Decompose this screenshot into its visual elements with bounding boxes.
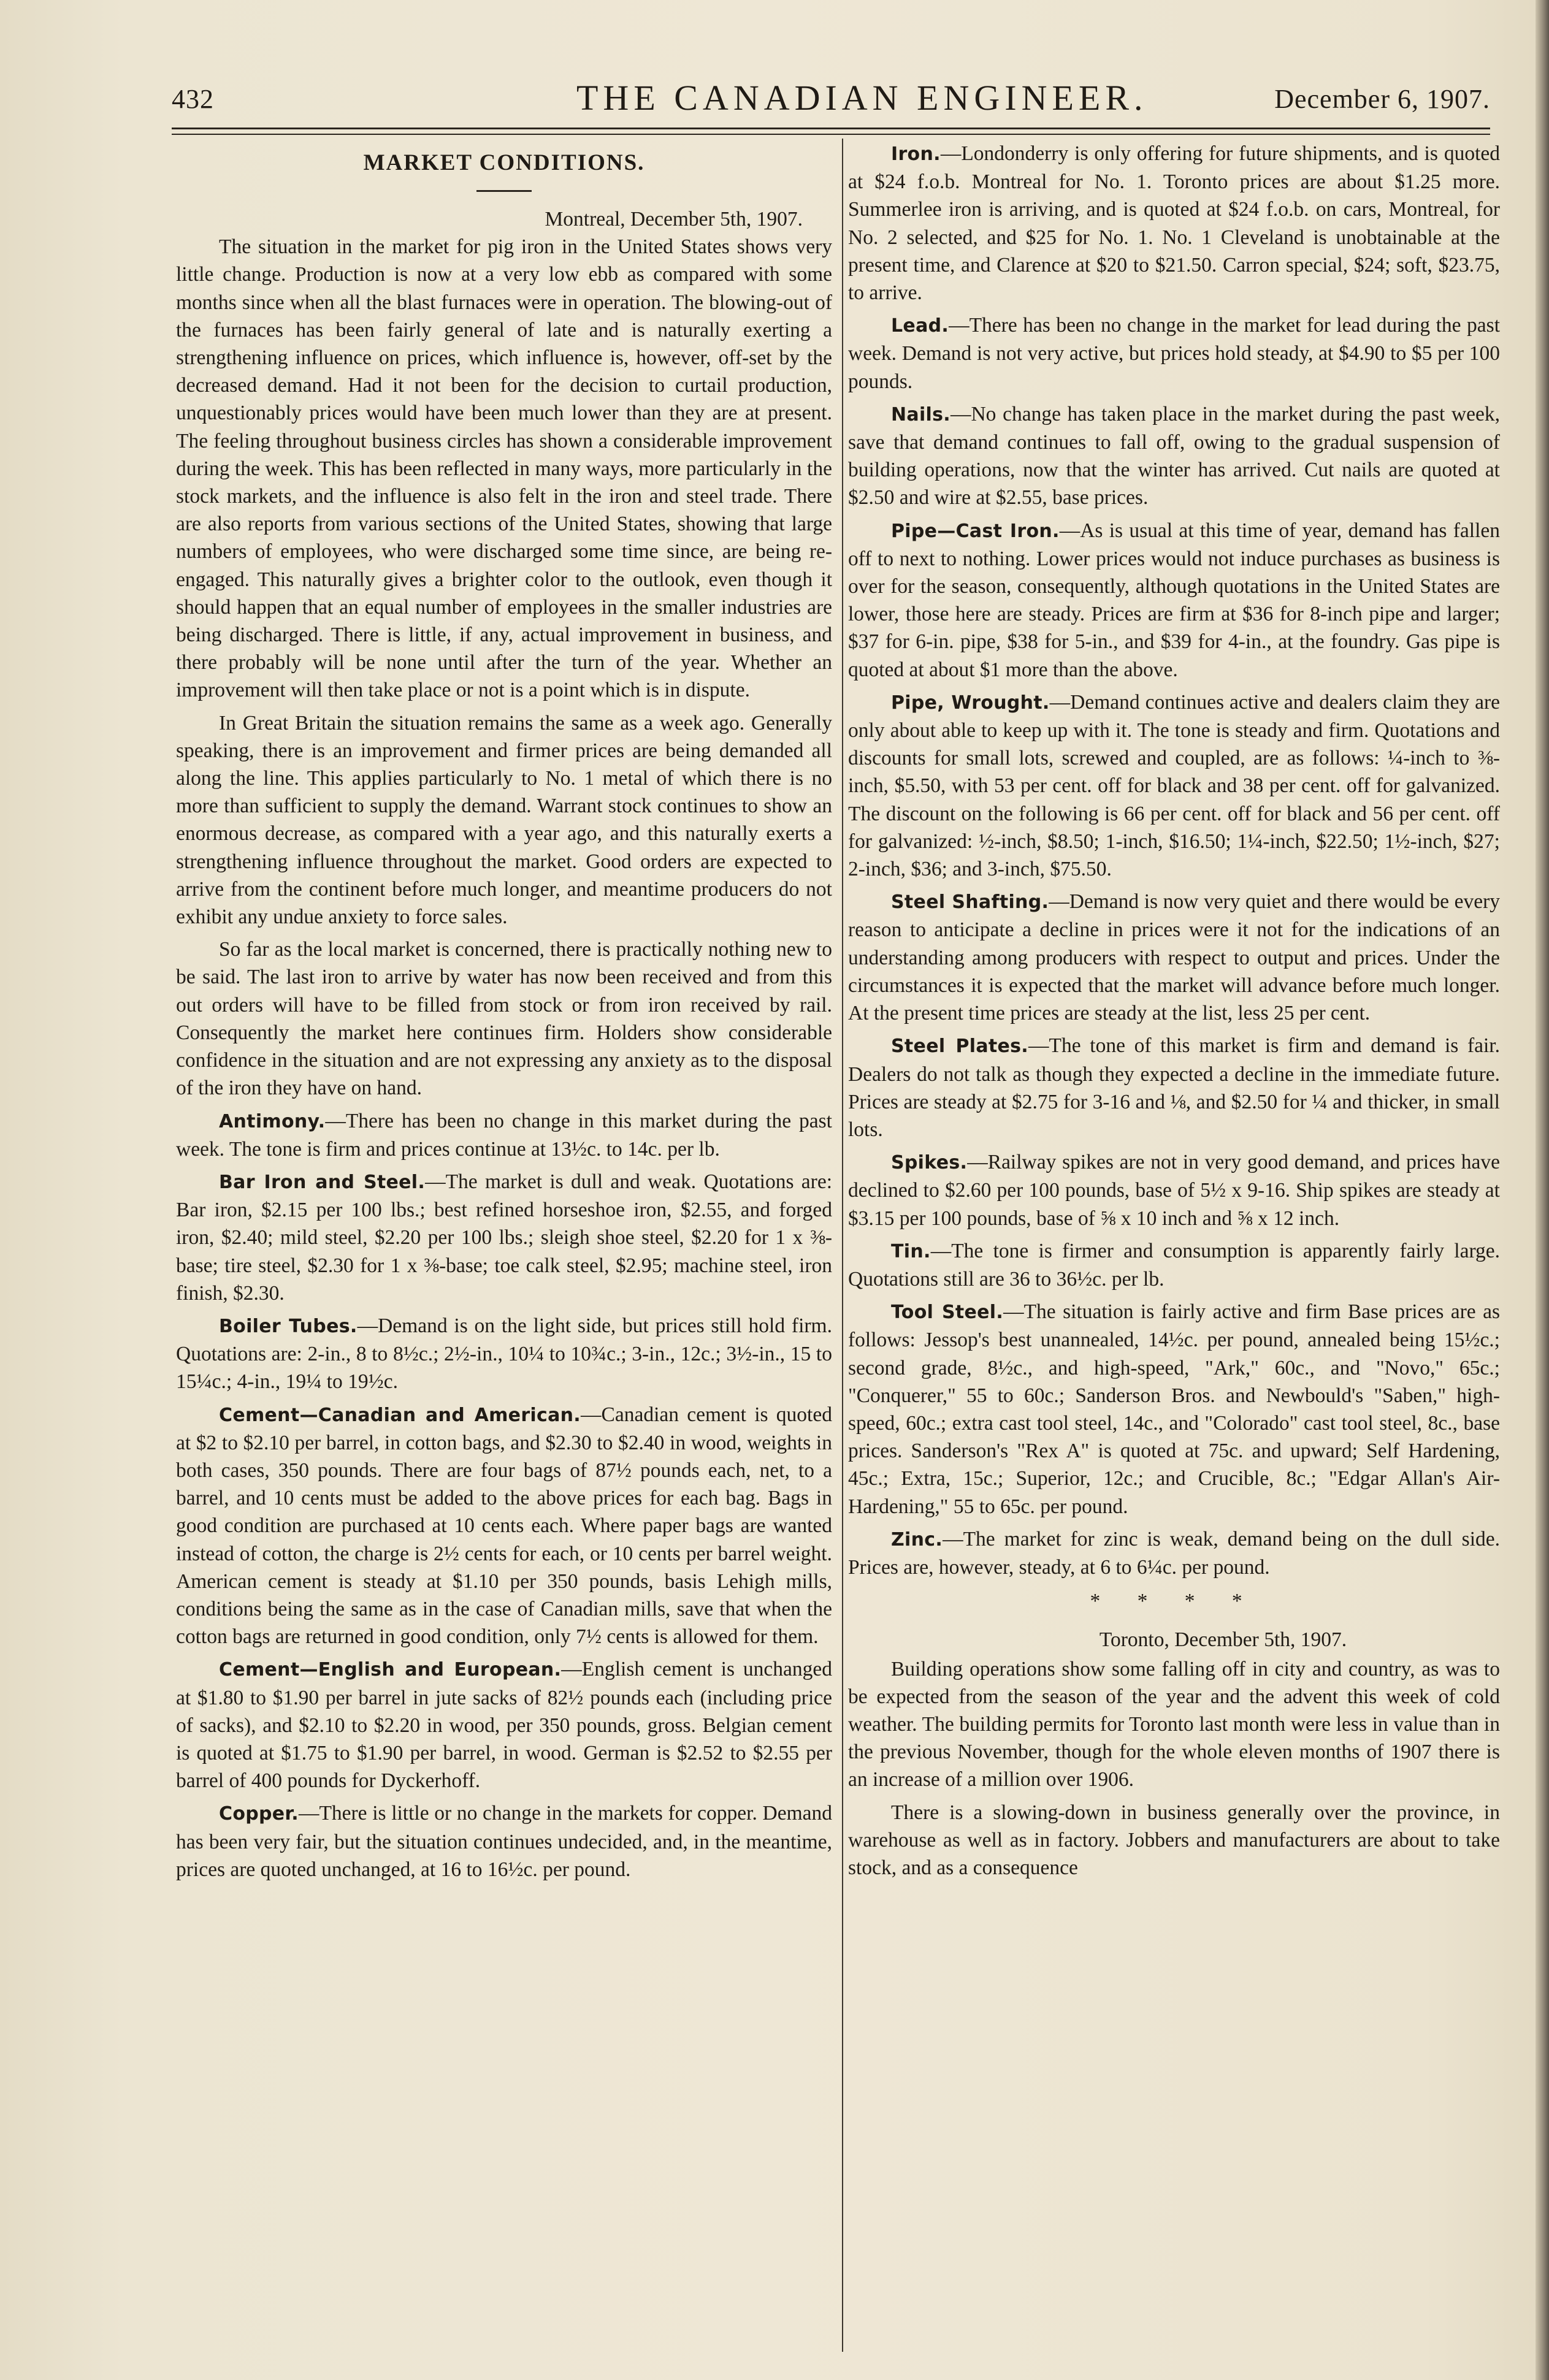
- article-title: MARKET CONDITIONS.: [363, 150, 645, 175]
- text-steel-plates: —The tone of this market is firm and demand is fair. Dealers do not talk as though they expected a decline in the immediate future. Prices are steady at $2.75 for 3-16 and ⅛, and $2.50 for ¼ and thicker, in small lots.: [848, 1034, 1500, 1141]
- section-cement-english: [176, 1655, 832, 1795]
- heading-nails: Nails.: [891, 403, 950, 425]
- section-tin: [848, 1237, 1500, 1293]
- heading-steel-shafting: Steel Shafting.: [891, 891, 1049, 913]
- heading-iron: Iron.: [891, 143, 941, 165]
- heading-copper: Copper.: [219, 1803, 299, 1825]
- text-nails: —No change has taken place in the market during the past week, save that demand continues to fall off, owing to the gradual suspension of building operations, now that the winter has arrived. Cut nails are quoted at $2.50 and wire at $2.55, base prices.: [848, 402, 1500, 509]
- heading-pipe-cast-iron: Pipe—Cast Iron.: [891, 520, 1060, 542]
- text-tin: —The tone is firmer and consumption is apparently fairly large. Quotations still are 36 to 36½c. per lb.: [848, 1239, 1500, 1291]
- page-header: [172, 72, 1490, 121]
- section-lead: [848, 311, 1500, 395]
- paragraph-great-britain: In Great Britain the situation remains the same as a week ago. Generally speaking, there is an improvement and firmer prices are being demanded all along the line. This applies particularly to No. 1 metal of which there is no more than sufficient to supply the demand. Warrant stock continues to show an enormous decrease, as compared with a year ago, and this naturally exerts a strengthening influence throughout the market. Good orders are expected to arrive from the continent before much longer, and meantime producers do not exhibit any undue anxiety to force sales.: [176, 711, 832, 929]
- text-bar-iron: —The market is dull and weak. Quotations are: Bar iron, $2.15 per 100 lbs.; best refined horseshoe iron, $2.55, and forged iron, $2.40; mild steel, $2.20 per 100 lbs.; sleigh shoe steel, $2.20 for 1 x ⅜-base; tire steel, $2.30 for 1 x ⅜-base; toe calk steel, $2.95; machine steel, iron finish, $2.30.: [176, 1170, 832, 1305]
- header-rule: [172, 128, 1490, 129]
- section-spikes: [848, 1148, 1500, 1232]
- heading-antimony: Antimony.: [219, 1110, 326, 1132]
- paragraph-us-pig-iron: The situation in the market for pig iron in the United States shows very little change. Production is now at a very low ebb as compared with some months since when all the blast furnaces were in operation. The blowing-out of the furnaces has been fairly general of late and is naturally exerting a strengthening influence on prices, which influence is, however, off-set by the decreased demand. Had it not been for the decision to curtail production, unquestionably prices would have been much lower than they are at present. The feeling throughout business circles has shown a considerable improvement during the week. This has been reflected in many ways, more particularly in the stock markets, and the influence is also felt in the iron and steel trade. There are also reports from various sections of the United States, showing that large numbers of employees, who were discharged some time since, are being re-engaged. This naturally gives a brighter color to the outlook, even though it should happen that an equal number of employees in the smaller industries are being discharged. There is little, if any, actual improvement in business, and there probably will be none until after the turn of the year. Whether an improvement will then take place or not is a point which is in dispute.: [176, 235, 832, 702]
- dateline-montreal: Montreal, December 5th, 1907.: [545, 208, 803, 231]
- journal-title: THE CANADIAN ENGINEER.: [576, 78, 1148, 118]
- text-tool-steel: —The situation is fairly active and firm Base prices are as follows: Jessop's best unannealed, 14½c. per pound, annealed being 15½c.; second grade, 8½c., and high-speed, "Ark," 60c., and "Novo," 65c.; "Conquerer," 55 to 60c.; Sanderson Bros. and Newbould's "Saben," high-speed, 60c.; extra cast tool steel, 14c., and "Colorado" cast tool steel, 8c., base prices. Sanderson's "Rex A" is quoted at 75c. and upward; Self Hardening, 45c.; Extra, 15c.; Superior, 12c.; and Crucible, 8c.; "Edgar Allan's Air-Hardening," 55 to 65c. per pound.: [848, 1300, 1500, 1518]
- issue-date: December 6, 1907.: [1274, 84, 1490, 114]
- section-copper: [176, 1799, 832, 1883]
- section-separator: * * * *: [1090, 1590, 1258, 1613]
- text-cement-canadian: —Canadian cement is quoted at $2 to $2.10 per barrel, in cotton bags, and $2.30 to $2.40 in wood, weights in both cases, 350 pounds. There are four bags of 87½ pounds each, net, to a barrel, and 10 cents must be added to the above prices for each bag. Bags in good condition are purchased at 10 cents each. Where paper bags are wanted instead of cotton, the charge is 2½ cents for each, or 10 cents per barrel weight. American cement is steady at $1.10 per 350 pounds, basis Lehigh mills, conditions being the same as in the case of Canadian mills, save that when the cotton bags are returned in good condition, only 7½ cents is allowed for them.: [176, 1403, 832, 1649]
- paragraph-toronto-business: There is a slowing-down in business generally over the province, in warehouse as well as in factory. Jobbers and manufacturers are about to take stock, and as a consequence: [848, 1801, 1500, 1879]
- section-iron: [848, 140, 1500, 307]
- heading-tool-steel: Tool Steel.: [891, 1302, 1004, 1324]
- text-zinc: —The market for zinc is weak, demand being on the dull side. Prices are, however, steady, at 6 to 6¼c. per pound.: [848, 1527, 1500, 1579]
- section-pipe-wrought: [848, 688, 1500, 883]
- text-pipe-cast-iron: —As is usual at this time of year, demand has fallen off to next to nothing. Lower prices would not induce purchases as business is over for the season, consequently, although quotations in the United States are lower, those here are steady. Prices are firm at $36 for 8-inch pipe and larger; $37 for 6-in. pipe, $38 for 5-in., and $39 for 4-in., at the foundry. Gas pipe is quoted at about $1 more than the above.: [848, 519, 1500, 681]
- text-steel-shafting: —Demand is now very quiet and there would be every reason to anticipate a decline in prices were it not for the indications of an understanding among producers with respect to output and prices. Under the circumstances it is expected that the market will advance before much longer. At the present time prices are steady at the list, less 25 per cent.: [848, 890, 1500, 1025]
- page-number: 432: [172, 84, 214, 114]
- heading-lead: Lead.: [891, 315, 949, 337]
- section-zinc: [848, 1525, 1500, 1581]
- page-edge-shadow: [1536, 0, 1549, 2380]
- text-cement-english: —English cement is unchanged at $1.80 to $1.90 per barrel in jute sacks of 82½ pounds each (including price of sacks), and $2.10 to $2.20 in wood, per 350 pounds, gross. Belgian cement is quoted at $1.75 to $1.90 per barrel, in wood. German is $2.52 to $2.55 per barrel of 400 pounds for Dyckerhoff.: [176, 1658, 832, 1793]
- section-bar-iron: [176, 1168, 832, 1307]
- paragraph-local-market: So far as the local market is concerned, there is practically nothing new to be said. The last iron to arrive by water has now been received and from this out orders will have to be filled from stock or from iron received by rail. Consequently the market here continues firm. Holders show considerable confidence in the situation and are not expressing any anxiety as to the disposal of the iron they have on hand.: [176, 938, 832, 1100]
- text-spikes: —Railway spikes are not in very good demand, and prices have declined to $2.60 per 100 pounds, base of 5½ x 9-16. Ship spikes are steady at $3.15 per 100 pounds, base of ⅝ x 10 inch and ⅝ x 12 inch.: [848, 1151, 1500, 1230]
- section-antimony: [176, 1107, 832, 1163]
- section-steel-plates: [848, 1032, 1500, 1143]
- heading-steel-plates: Steel Plates.: [891, 1036, 1029, 1058]
- column-divider: [842, 139, 843, 2352]
- heading-tin: Tin.: [891, 1240, 931, 1262]
- left-column: [176, 140, 832, 1888]
- text-boiler-tubes: —Demand is on the light side, but prices still hold firm. Quotations are: 2-in., 8 to 8½c.; 2½-in., 10¼ to 10¾c.; 3-in., 12c.; 3½-in., 15 to 15¼c.; 4-in., 19¼ to 19½c.: [176, 1314, 832, 1394]
- title-rule: [476, 190, 532, 192]
- section-pipe-cast-iron: [848, 517, 1500, 684]
- section-boiler-tubes: [176, 1312, 832, 1396]
- heading-zinc: Zinc.: [891, 1528, 943, 1550]
- heading-boiler-tubes: Boiler Tubes.: [219, 1315, 358, 1337]
- text-lead: —There has been no change in the market for lead during the past week. Demand is not very active, but prices hold steady, at $4.90 to $5 per 100 pounds.: [848, 314, 1500, 393]
- dateline-toronto: Toronto, December 5th, 1907.: [1099, 1628, 1347, 1652]
- section-steel-shafting: [848, 888, 1500, 1027]
- heading-pipe-wrought: Pipe, Wrought.: [891, 692, 1050, 714]
- paragraph-toronto-building: Building operations show some falling off in city and country, as was to be expected from the season of the year and the advent this week of cold weather. The building permits for Toronto last month were less in value than in the previous November, though for the whole eleven months of 1907 there is an increase of a million over 1906.: [848, 1657, 1500, 1791]
- section-cement-canadian: [176, 1401, 832, 1651]
- section-tool-steel: [848, 1298, 1500, 1520]
- text-iron: —Londonderry is only offering for future shipments, and is quoted at $24 f.o.b. Montreal for No. 1. Toronto prices are about $1.25 more. Summerlee iron is arriving, and is quoted at $24 f.o.b. on cars, Montreal, for No. 2 selected, and $25 for No. 1. No. 1 Cleveland is unobtainable at the present time, and Clarence at $20 to $21.50. Carron special, $24; soft, $23.75, to arrive.: [848, 142, 1500, 305]
- heading-cement-english: Cement—English and European.: [219, 1659, 562, 1681]
- header-rule-secondary: [172, 134, 1490, 135]
- text-antimony: —There has been no change in this market during the past week. The tone is firm and prices continue at 13½c. to 14c. per lb.: [176, 1109, 832, 1161]
- text-pipe-wrought: —Demand continues active and dealers claim they are only about able to keep up with it. The tone is steady and firm. Quotations and discounts for small lots, screwed and coupled, are as follows: ¼-inch to ⅜-inch, $5.50, with 53 per cent. off for black and 38 per cent. off for galvanized. The discount on the following is 66 per cent. off for black and 56 per cent. off for galvanized: ½-inch, $8.50; 1-inch, $16.50; 1¼-inch, $22.50; 1½-inch, $27; 2-inch, $36; and 3-inch, $75.50.: [848, 690, 1501, 881]
- text-copper: —There is little or no change in the markets for copper. Demand has been very fair, but the situation continues undecided, and, in the meantime, prices are quoted unchanged, at 16 to 16½c. per pound.: [176, 1802, 832, 1881]
- heading-cement-canadian: Cement—Canadian and American.: [219, 1404, 581, 1426]
- section-nails: [848, 400, 1500, 512]
- right-column: [848, 140, 1500, 1886]
- heading-spikes: Spikes.: [891, 1152, 968, 1174]
- heading-bar-iron: Bar Iron and Steel.: [219, 1171, 426, 1193]
